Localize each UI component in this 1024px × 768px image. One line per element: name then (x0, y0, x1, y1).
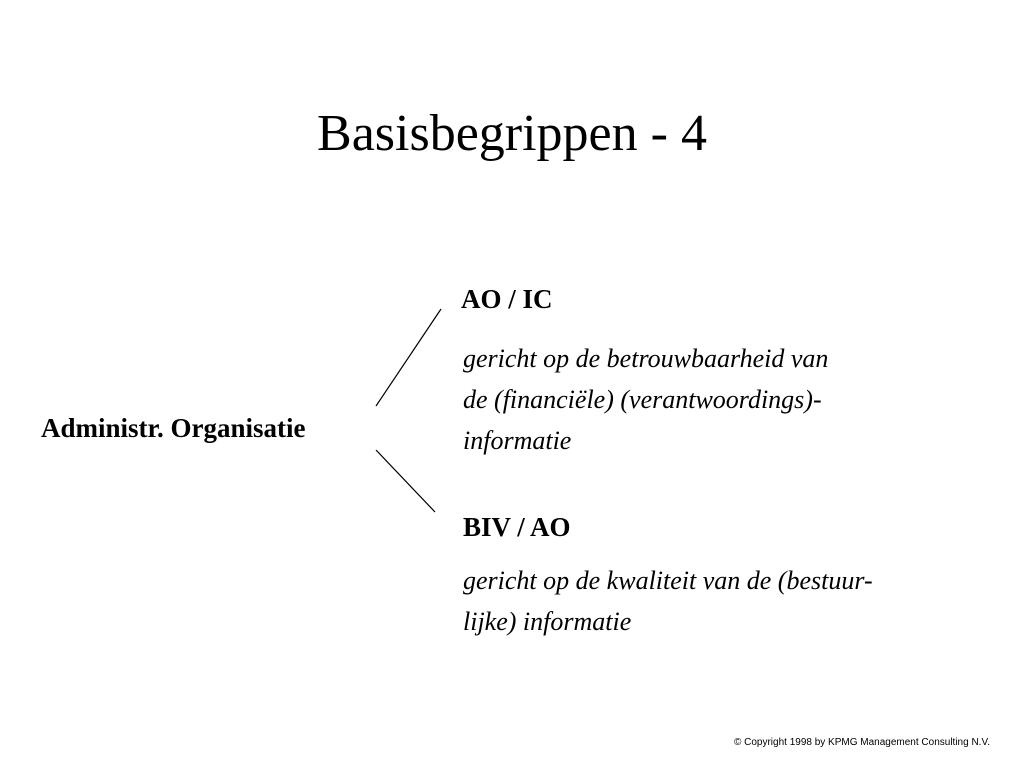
connector-line-upper (376, 309, 441, 406)
slide-title: Basisbegrippen - 4 (317, 105, 707, 162)
branch-heading-ao-ic: AO / IC (461, 284, 553, 314)
branch-heading-biv-ao: BIV / AO (463, 512, 571, 542)
description-line: informatie (463, 426, 572, 455)
description-line: gericht op de kwaliteit van de (bestuur- (463, 566, 873, 595)
branch-description-biv-ao (463, 560, 873, 642)
branch-description-ao-ic (463, 338, 828, 461)
connector-line-lower (376, 450, 435, 512)
description-line: de (financiële) (verantwoordings)- (463, 385, 822, 414)
root-node-label: Administr. Organisatie (41, 413, 306, 443)
description-line: gericht op de betrouwbaarheid van (463, 344, 829, 373)
copyright-notice: © Copyright 1998 by KPMG Management Consulting N.V. (733, 737, 990, 748)
description-line: lijke) informatie (463, 607, 632, 636)
